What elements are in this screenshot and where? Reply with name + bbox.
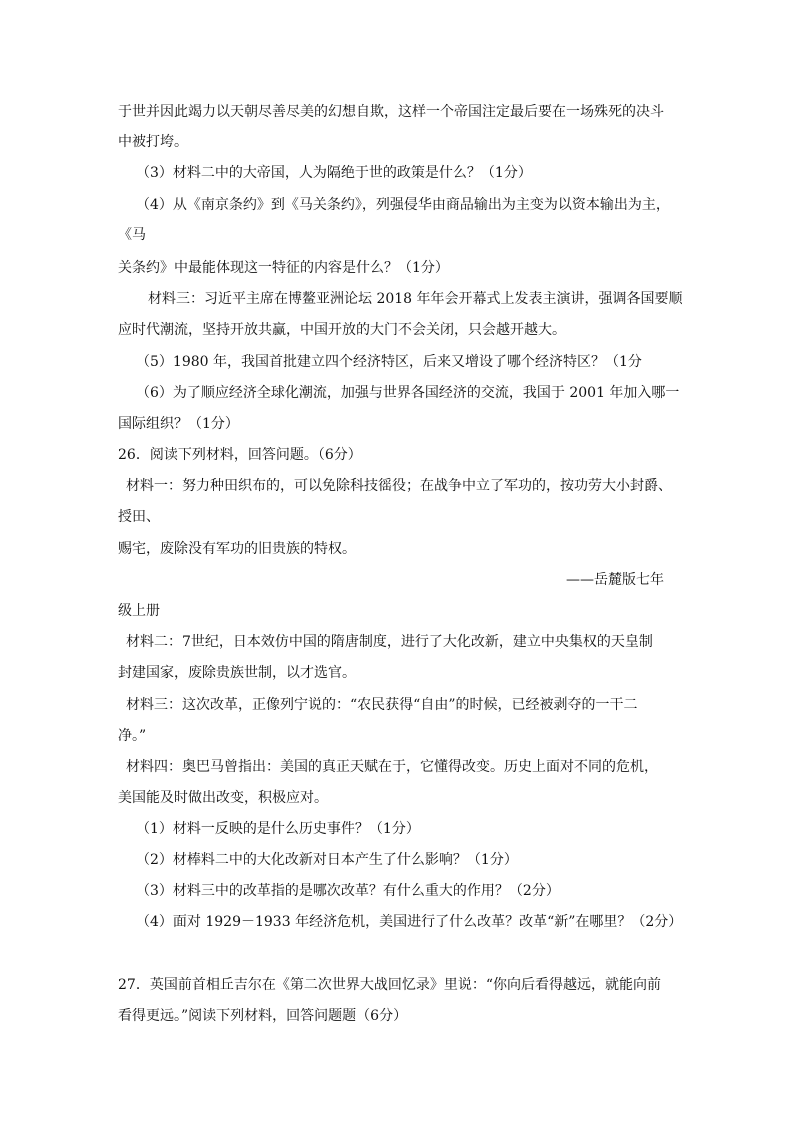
text-line: 级上册 — [118, 603, 160, 619]
text-line: 于世并因此竭力以天朝尽善尽美的幻想自欺，这样一个帝国注定最后要在一场殊死的决斗 — [118, 104, 664, 120]
text-line: 国际组织？（1分） — [118, 416, 239, 432]
material-line: 材料四：奥巴马曾指出：美国的真正天赋在于，它懂得改变。历史上面对不同的危机， — [126, 759, 658, 775]
source-attribution: ——岳麓版七年 — [566, 572, 664, 588]
text-line: 授田、 — [118, 509, 160, 525]
question-line: （3）材料二中的大帝国，人为隔绝于世的政策是什么？（1分） — [136, 165, 532, 181]
material-line: 材料三：习近平主席在博鳌亚洲论坛 2018 年年会开幕式上发表主演讲，强调各国要顺 — [148, 291, 683, 307]
text-line: 赐宅，废除没有军功的旧贵族的特权。 — [118, 541, 356, 557]
text-line: 封建国家，废除贵族世制，以才选官。 — [118, 665, 356, 681]
question-line: （2）材棒料二中的大化改新对日本产生了什么影响？（1分） — [136, 852, 518, 868]
text-line: 看得更远。”阅读下列材料，回答问题题（6分） — [118, 1008, 408, 1024]
text-line: 应时代潮流，坚持开放共赢，中国开放的大门不会关闭，只会越开越大。 — [118, 322, 566, 338]
question-line: （4）面对 1929－1933 年经济危机，美国进行了什么改革？改革“新”在哪里？（2分） — [136, 914, 683, 930]
text-line: 中被打垮。 — [118, 134, 188, 150]
material-line: 材料三：这次改革，正像列宁说的：“农民获得“自由”的时候，已经被剥夺的一干二 — [126, 697, 638, 713]
question-line: （6）为了顺应经济全球化潮流，加强与世界各国经济的交流，我国于 2001 年加入哪一 — [136, 385, 680, 401]
question-heading: 26．阅读下列材料，回答问题。（6分） — [118, 447, 362, 463]
text-line: 美国能及时做出改变，积极应对。 — [118, 790, 328, 806]
question-line: （4）从《南京条约》到《马关条约》，列强侵华由商品输出为主变为以资本输出为主， — [136, 197, 670, 213]
question-line: （1）材料一反映的是什么历史事件？（1分） — [136, 821, 420, 837]
material-line: 材料二：7世纪，日本效仿中国的隋唐制度，进行了大化改新，建立中央集权的天皇制 — [126, 634, 653, 650]
text-line: 《马 — [118, 227, 146, 243]
text-line: 净。” — [118, 728, 147, 744]
question-line: （3）材料三中的改革指的是哪次改革？有什么重大的作用？（2分） — [136, 883, 560, 899]
question-line: （5）1980 年，我国首批建立四个经济特区，后来又增设了哪个经济特区？（1分 — [136, 354, 642, 370]
material-line: 材料一：努力种田织布的，可以免除科技徭役；在战争中立了军功的，按功劳大小封爵、 — [126, 478, 672, 494]
question-heading: 27．英国前首相丘吉尔在《第二次世界大战回忆录》里说：“你向后看得越远，就能向前 — [118, 977, 661, 993]
text-line: 关条约》中最能体现这一特征的内容是什么？（1分） — [118, 260, 449, 276]
